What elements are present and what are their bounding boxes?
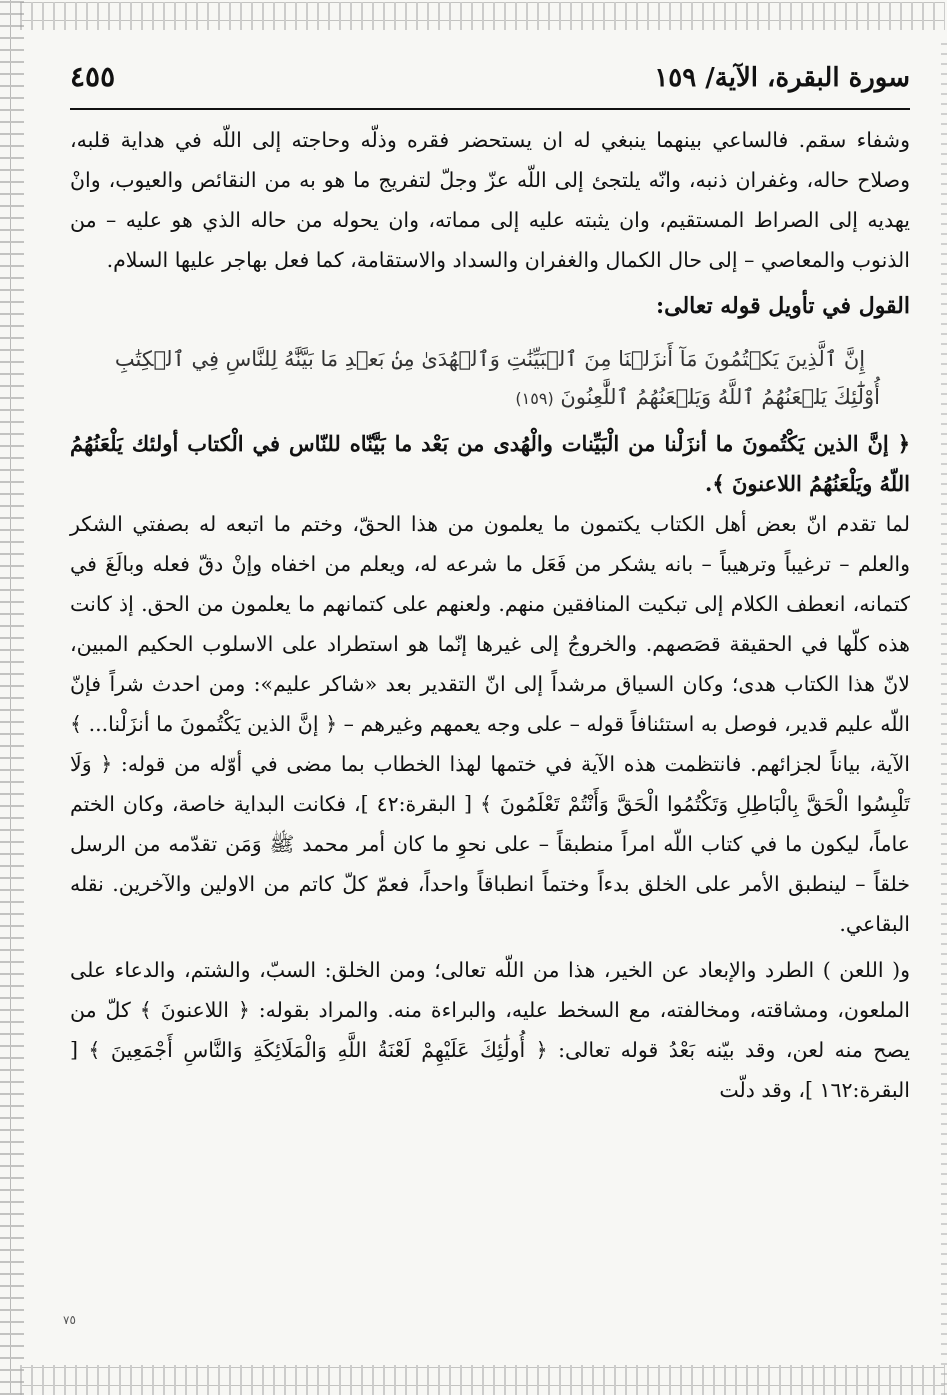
page-number: ٤٥٥ bbox=[70, 60, 116, 93]
margin-note: ٧٥ bbox=[63, 1313, 76, 1327]
book-page bbox=[70, 60, 910, 1360]
verse-number-marker: (١٥٩) bbox=[515, 389, 554, 408]
running-header bbox=[70, 60, 910, 110]
ornamental-border-left bbox=[0, 0, 24, 1395]
quran-verse-block bbox=[100, 340, 880, 418]
verse-restatement: ﴿ إنَّ الذين يَكْتُمونَ ما أنزَلْنا من الْبَيِّنات والْهُدى من بَعْد ما بَيَّنّاه للنّاس في الْكتاب أولئك يَلْعَنُهُمُ اللّهُ ويَلْعَنُهُمُ اللاعنونَ ﴾. bbox=[70, 431, 910, 496]
paragraph-1: وشفاء سقم. فالساعي بينهما ينبغي له ان يستحضر فقره وذلّه وحاجته إلى اللّه في هداية قلبه، وصلاح حاله، وغفران ذنبه، وانّه يلتجئ إلى اللّه عزّ وجلّ لتفريج ما هو به من النقائص والعيوب، وانْ يهديه إلى الصراط المستقيم، وان يثبته عليه إلى مماته، وان يحوله من حاله الذي هو عليه – من الذنوب والمعاصي – إلى حال الكمال والغفران والسداد والاستقامة، كما فعل بهاجر عليها السلام. bbox=[70, 128, 910, 272]
paragraph-3: و( اللعن ) الطرد والإبعاد عن الخير، هذا من اللّه تعالى؛ ومن الخلق: السبّ، والشتم، والدعاء على الملعون، ومشاقته، ومخالفته، مع السخط عليه، والبراءة منه. والمراد بقوله: ﴿ اللاعنونَ ﴾ كلّ من يصح منه لعن، وقد بيّنه بَعْدُ قوله تعالى: ﴿ أُولَٰئِكَ عَلَيْهِمْ لَعْنَةُ اللَّهِ وَالْمَلَائِكَةِ وَالنَّاسِ أَجْمَعِينَ ﴾ [ البقرة:١٦٢ ]، وقد دلّت bbox=[70, 958, 910, 1102]
chapter-title: سورة البقرة، الآية/ ١٥٩ bbox=[654, 63, 910, 93]
ornamental-border-top bbox=[20, 2, 945, 30]
section-heading: القول في تأويل قوله تعالى: bbox=[656, 293, 910, 319]
paragraph-2: لما تقدم انّ بعض أهل الكتاب يكتمون ما يعلمون من هذا الحقّ، وختم ما اتبعه له بصفتي الشكر والعلم – ترغيباً وترهيباً – بانه يشكر من فَعَل ما شرعه له، ويعلم من اخفاه وإنْ دقّ فعله وبالَغَ في كتمانه، انعطف الكلام إلى تبكيت المنافقين منهم. ولعنهم على كتمانهم ما يعلمون من الحق. إذ كانت هذه كلّها في الحقيقة قصَصهم. والخروجُ إلى غيرها إنّما هو استطراد على الاسلوب الحكيم المبين، لانّ هذا الكتاب هدى؛ وكان السياق مرشداً إلى انّ التقدير بعد «شاكر عليم»: ومن احدث شراً فإنّ اللّه عليم قدير، فوصل به استئنافاً قوله – على وجه يعمهم وغيرهم – ﴿ إنَّ الذين يَكْتُمونَ ما أنزَلْنا... ﴾ الآية، بياناً لجزائهم. فانتظمت هذه الآية في ختمها لهذا الخطاب بما مضى في أوّله من قوله: ﴿ وَلَا تَلْبِسُوا الْحَقَّ بِالْبَاطِلِ وَتَكْتُمُوا الْحَقَّ وَأَنْتُمْ تَعْلَمُونَ ﴾ [ البقرة:٤٢ ]، فكانت البداية خاصة، وكان الختم عاماً، ليكون ما في كتاب اللّه امراً منطبقاً – على نحوِ ما كان أمر محمد ﷺ وَمَن تقدّمه من الرسل خلقاً – لينطبق الأمر على الخلق بدءاً وختماً انطباقاً واحداً، فعمّ كلّ كاتم من الاولين والآخرين. نقله البقاعي. bbox=[70, 512, 911, 936]
quran-verse-text: إِنَّ ٱلَّذِينَ يَكۡتُمُونَ مَآ أَنزَلۡنَا مِنَ ٱلۡبَيِّنَٰتِ وَٱلۡهُدَىٰ مِنۢ بَعۡدِ مَا بَيَّنَّٰهُ لِلنَّاسِ فِي ٱلۡكِتَٰبِ أُوْلَٰٓئِكَ يَلۡعَنُهُمُ ٱللَّهُ وَيَلۡعَنُهُمُ ٱللَّٰعِنُونَ bbox=[114, 347, 880, 409]
ornamental-border-bottom bbox=[20, 1365, 945, 1395]
page-body bbox=[70, 120, 910, 1110]
ornamental-border-right bbox=[941, 40, 947, 1395]
